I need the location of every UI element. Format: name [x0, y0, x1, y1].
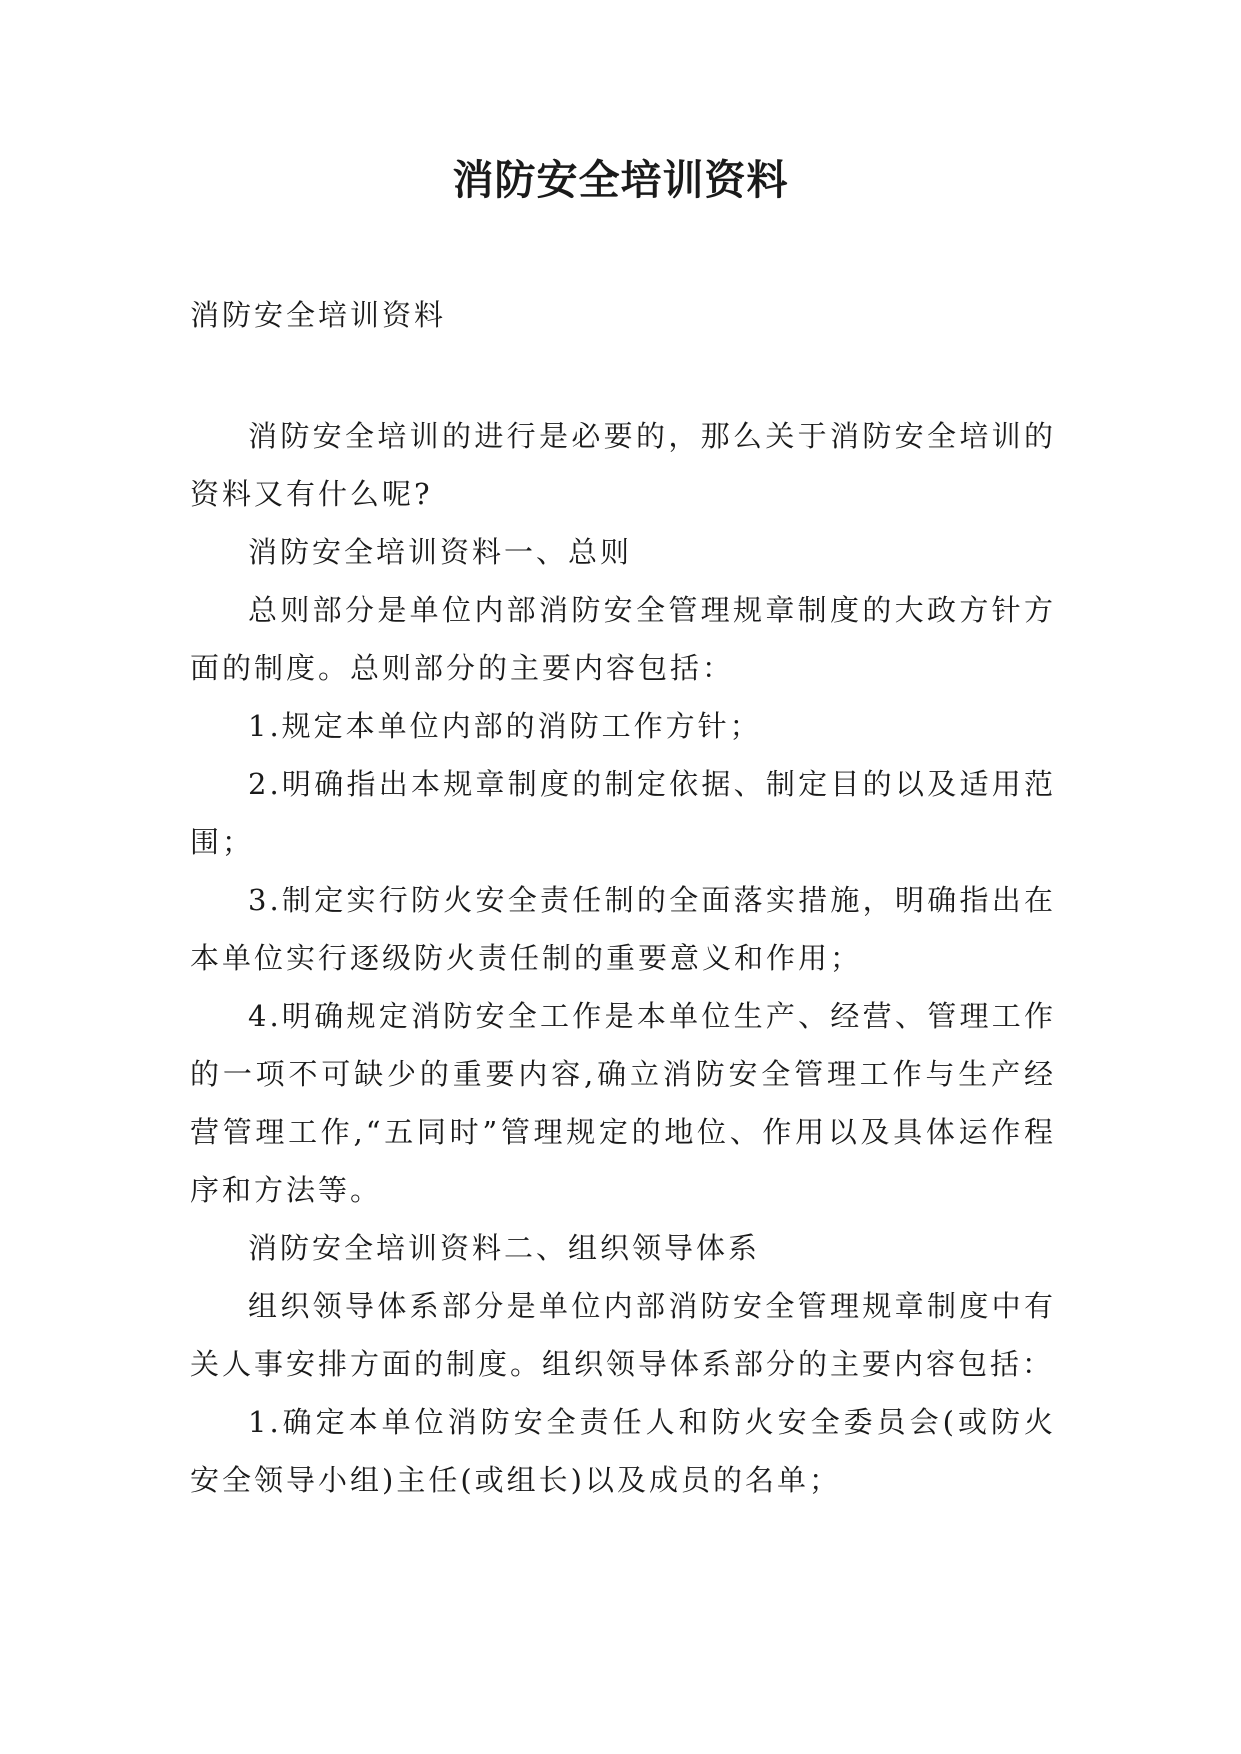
- section-heading: 消防安全培训资料二、组织领导体系: [248, 1231, 761, 1265]
- section-heading: 消防安全培训资料一、总则: [248, 535, 633, 569]
- list-item: 3.制定实行防火安全责任制的全面落实措施，明确指出在本单位实行逐级防火责任制的重要意义和作用；: [190, 883, 1056, 975]
- paragraph: 消防安全培训的进行是必要的，那么关于消防安全培训的资料又有什么呢?: [190, 419, 1056, 511]
- list-item: 1.规定本单位内部的消防工作方针；: [248, 709, 762, 743]
- list-item: 2.明确指出本规章制度的制定依据、制定目的以及适用范围；: [190, 767, 1056, 859]
- list-item: 4.明确规定消防安全工作是本单位生产、经营、管理工作的一项不可缺少的重要内容,确立消防安全管理工作与生产经营管理工作,“五同时”管理规定的地位、作用以及具体运作程序和方法等。: [190, 999, 1056, 1207]
- paragraph: 组织领导体系部分是单位内部消防安全管理规章制度中有关人事安排方面的制度。组织领导体系部分的主要内容包括：: [190, 1289, 1056, 1381]
- document-subtitle: 消防安全培训资料: [190, 298, 447, 332]
- list-item: 1.确定本单位消防安全责任人和防火安全委员会(或防火安全领导小组)主任(或组长)以及成员的名单；: [190, 1405, 1056, 1497]
- document-body: [190, 407, 1056, 1509]
- paragraph: 总则部分是单位内部消防安全管理规章制度的大政方针方面的制度。总则部分的主要内容包括：: [190, 593, 1056, 685]
- document-title: 消防安全培训资料: [452, 156, 789, 204]
